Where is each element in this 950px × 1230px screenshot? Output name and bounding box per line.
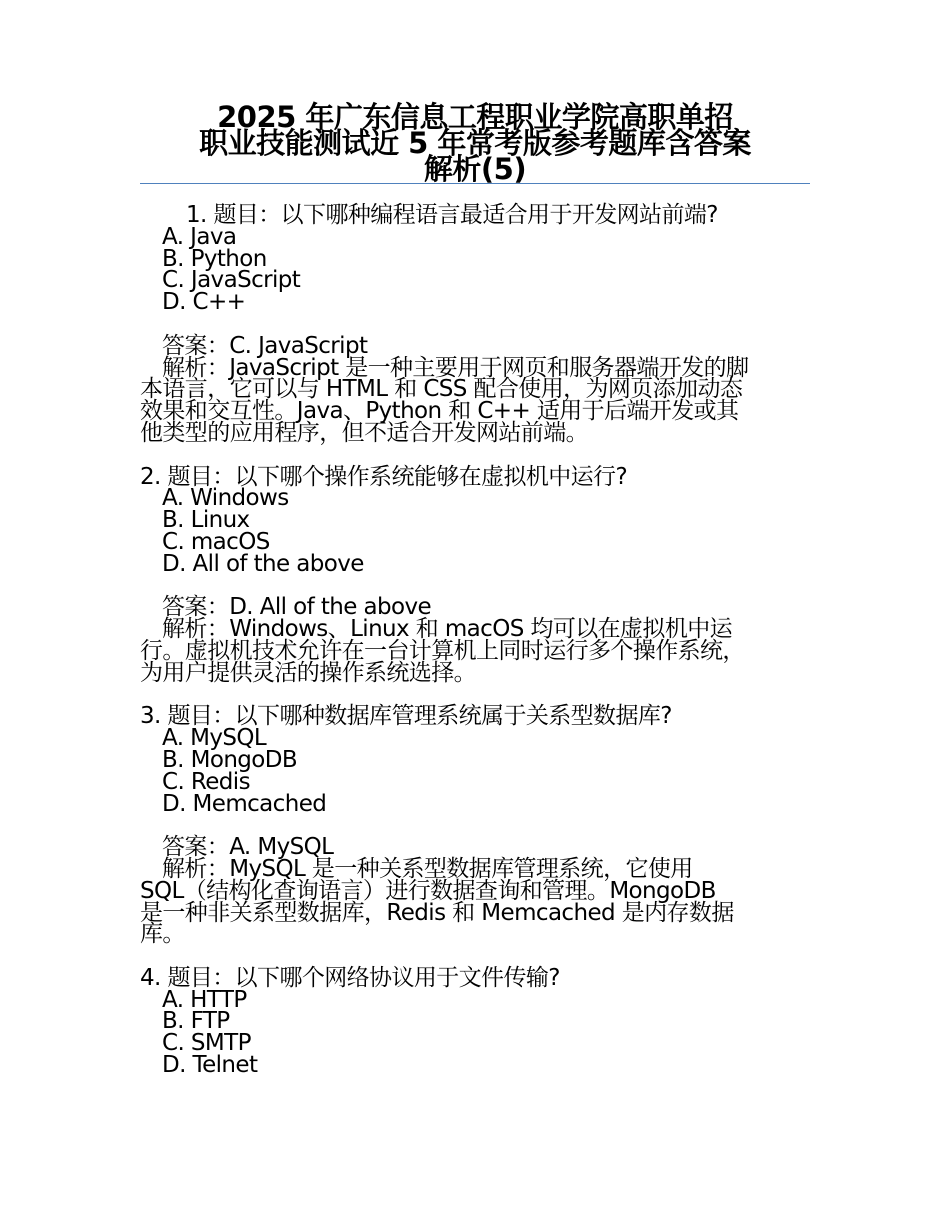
question-1-text: 1. 题目：以下哪种编程语言最适合用于开发网站前端? (186, 202, 718, 228)
question-3-explanation-line: 解析：MySQL 是一种关系型数据库管理系统，它使用 (162, 855, 693, 882)
question-3-option-a: A. MySQL (162, 725, 267, 752)
question-4-text: 4. 题目：以下哪个网络协议用于文件传输? (140, 964, 560, 991)
title-line-1: 2025 年广东信息工程职业学院高职单招 (217, 100, 733, 134)
question-2-answer: 答案：D. All of the above (162, 594, 432, 621)
question-1-explanation-line: 解析：JavaScript 是一种主要用于网页和服务器端开发的脚 (162, 354, 749, 381)
question-2-option-d: D. All of the above (162, 550, 364, 577)
question-2-explanation-line: 解析：Windows、Linux 和 macOS 均可以在虚拟机中运 (162, 616, 733, 643)
question-3-explanation-line: SQL（结构化查询语言）进行数据查询和管理。MongoDB (140, 877, 716, 904)
question-1-explanation-line: 本语言，它可以与 HTML 和 CSS 配合使用，为网页添加动态 (140, 376, 743, 403)
question-1-explanation-line: 效果和交互性。Java、Python 和 C++ 适用于后端开发或其 (140, 398, 739, 425)
question-2-option-b: B. Linux (162, 507, 250, 534)
question-1-option-d: D. C++ (162, 289, 246, 316)
question-3-option-b: B. MongoDB (162, 746, 298, 773)
question-3-explanation-line: 库。 (140, 921, 185, 948)
question-3-option-c: C. Redis (162, 768, 250, 795)
question-2-explanation-line: 行。虚拟机技术允许在一台计算机上同时运行多个操作系统， (140, 637, 745, 664)
question-1-option-c: C. JavaScript (162, 267, 301, 294)
title-line-3: 解析(5) (423, 152, 527, 186)
question-2-option-a: A. Windows (162, 485, 289, 512)
question-1-explanation-line: 他类型的应用程序，但不适合开发网站前端。 (140, 419, 589, 446)
question-3-option-d: D. Memcached (162, 790, 327, 817)
title-divider (140, 183, 810, 184)
question-1-answer: 答案：C. JavaScript (162, 332, 368, 359)
question-4-option-c: C. SMTP (162, 1030, 251, 1057)
question-3-explanation-line: 是一种非关系型数据库，Redis 和 Memcached 是内存数据 (140, 899, 734, 926)
question-list (140, 202, 810, 1079)
question-3-text: 3. 题目：以下哪种数据库管理系统属于关系型数据库? (140, 703, 672, 730)
question-2-option-c: C. macOS (162, 528, 270, 555)
question-1-option-a: A. Java (162, 223, 237, 250)
document-title (140, 100, 810, 186)
title-line-2: 职业技能测试近 5 年常考版参考题库含答案 (199, 126, 751, 160)
question-4-option-a: A. HTTP (162, 986, 247, 1013)
question-4-option-b: B. FTP (162, 1008, 230, 1035)
question-1-option-b: B. Python (162, 245, 267, 272)
question-2-text: 2. 题目：以下哪个操作系统能够在虚拟机中运行? (140, 463, 628, 490)
question-2-explanation-line: 为用户提供灵活的操作系统选择。 (140, 659, 477, 686)
question-3-answer: 答案：A. MySQL (162, 834, 334, 861)
question-4-option-d: D. Telnet (162, 1052, 258, 1079)
